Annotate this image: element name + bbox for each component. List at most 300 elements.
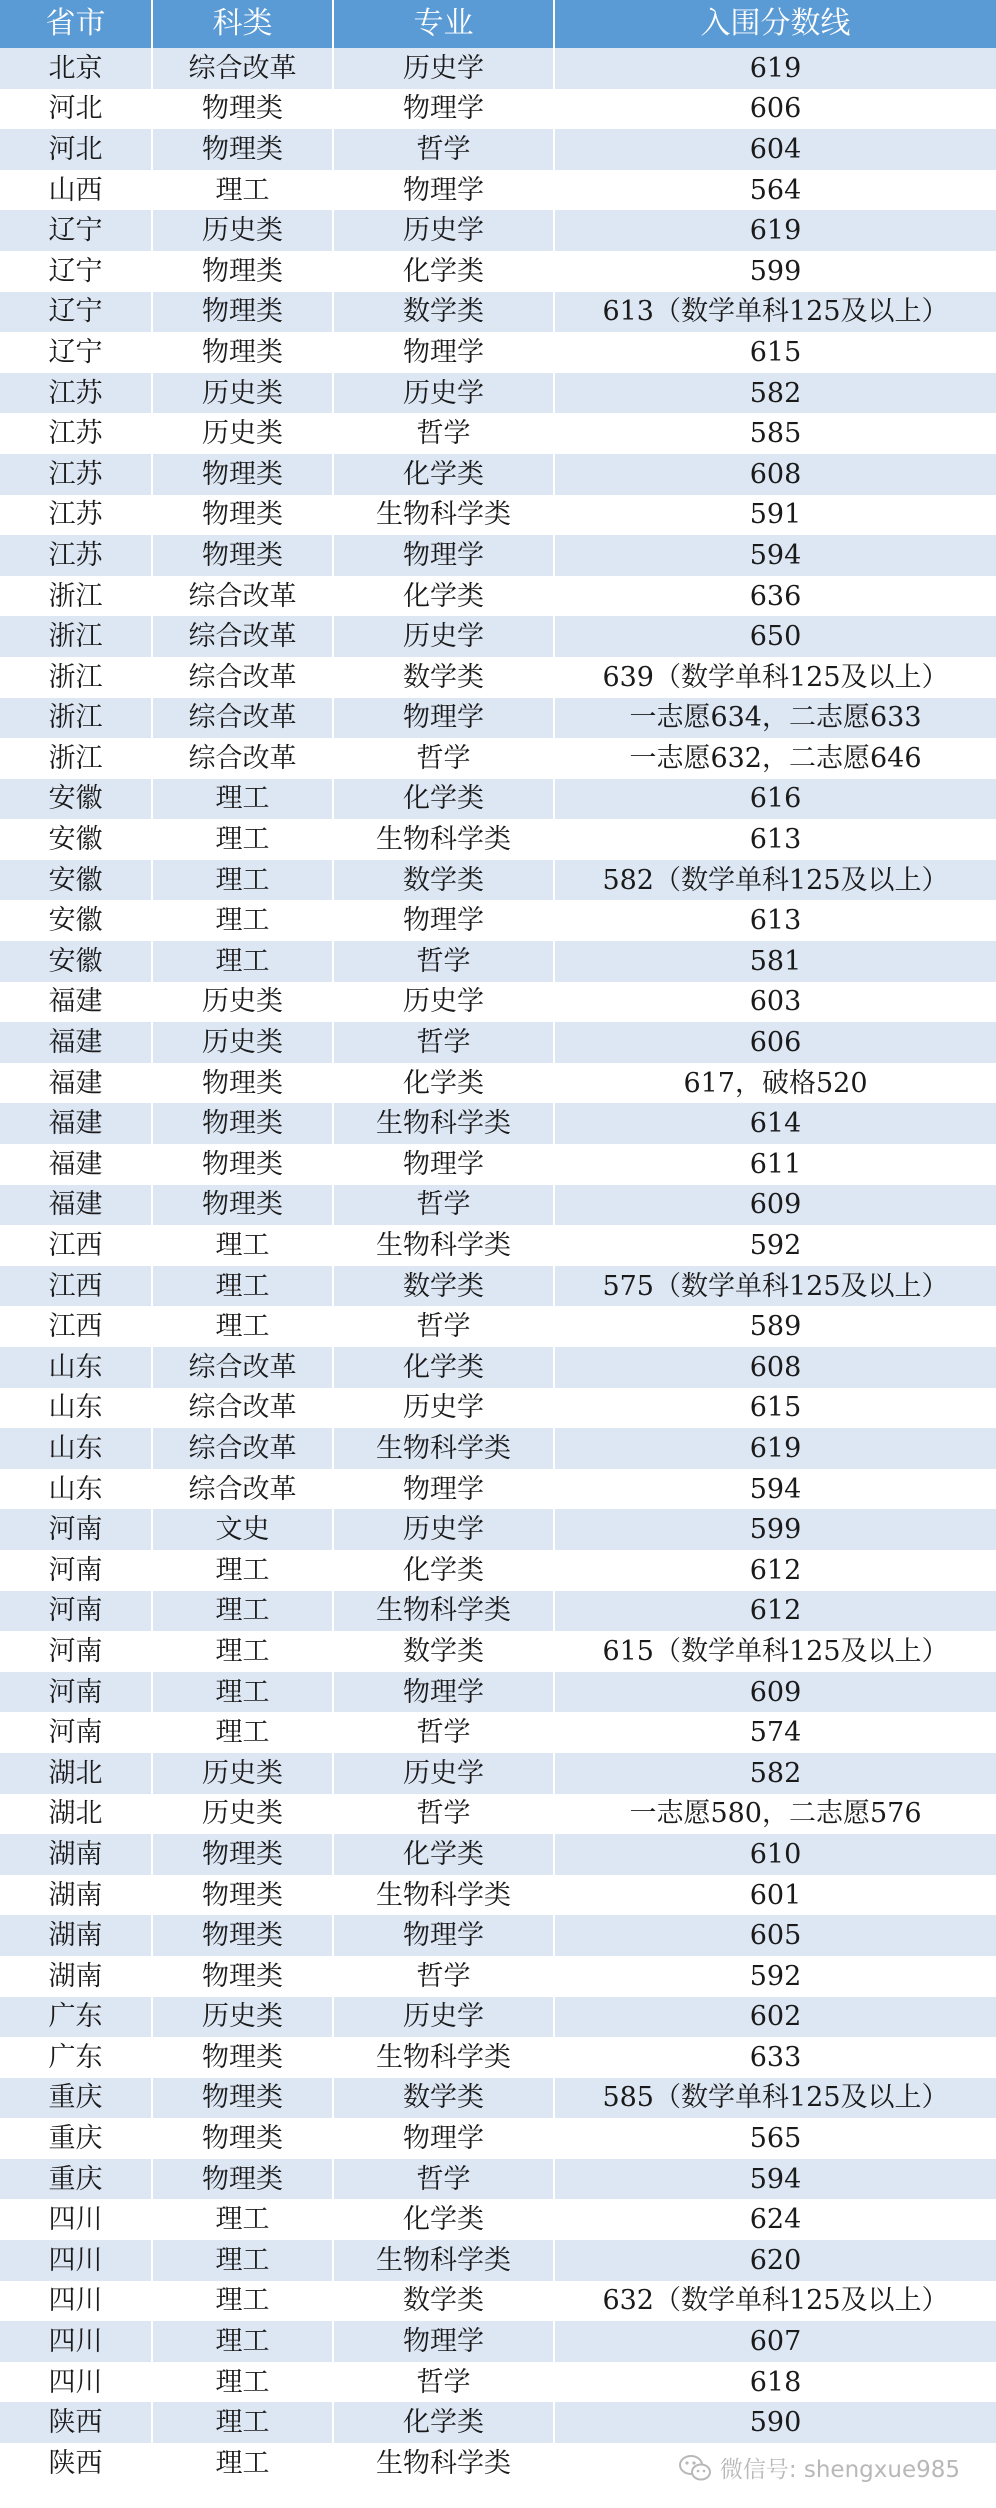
cutoff-score-cell: 一志愿634，二志愿633 [554, 698, 996, 739]
table-row [0, 1753, 996, 1794]
subject-category-cell: 综合改革 [152, 1469, 333, 1510]
subject-category-cell: 理工 [152, 860, 333, 901]
table-row [0, 1591, 996, 1632]
province-cell: 江苏 [0, 454, 152, 495]
major-cell: 数学类 [333, 1631, 554, 1672]
province-cell: 安徽 [0, 900, 152, 941]
subject-category-cell: 历史类 [152, 1794, 333, 1835]
major-cell: 哲学 [333, 1185, 554, 1226]
table-row [0, 2159, 996, 2200]
major-cell: 生物科学类 [333, 495, 554, 536]
table-row [0, 1388, 996, 1429]
subject-category-cell: 理工 [152, 1591, 333, 1632]
cutoff-score-cell: 617，破格520 [554, 1063, 996, 1104]
major-cell: 生物科学类 [333, 2037, 554, 2078]
cutoff-score-cell: 565 [554, 2118, 996, 2159]
cutoff-score-cell: 604 [554, 129, 996, 170]
table-row [0, 2037, 996, 2078]
table-row [0, 292, 996, 333]
cutoff-score-cell: 574 [554, 1712, 996, 1753]
major-cell: 历史学 [333, 373, 554, 414]
subject-category-cell: 物理类 [152, 292, 333, 333]
table-row [0, 1672, 996, 1713]
major-cell: 哲学 [333, 2362, 554, 2403]
cutoff-score-cell: 636 [554, 576, 996, 617]
cutoff-score-cell: 613 [554, 900, 996, 941]
province-cell: 山东 [0, 1388, 152, 1429]
major-cell: 生物科学类 [333, 819, 554, 860]
province-cell: 安徽 [0, 941, 152, 982]
province-cell: 山西 [0, 170, 152, 211]
province-cell: 重庆 [0, 2159, 152, 2200]
subject-category-cell: 理工 [152, 1225, 333, 1266]
major-cell: 历史学 [333, 616, 554, 657]
subject-category-cell: 理工 [152, 900, 333, 941]
major-cell: 化学类 [333, 1834, 554, 1875]
cutoff-score-cell: 582（数学单科125及以上） [554, 860, 996, 901]
major-cell: 历史学 [333, 1753, 554, 1794]
cutoff-score-cell: 620 [554, 2240, 996, 2281]
province-cell: 河北 [0, 89, 152, 130]
subject-category-cell: 理工 [152, 941, 333, 982]
province-cell: 广东 [0, 1997, 152, 2038]
subject-category-cell: 理工 [152, 2321, 333, 2362]
table-row [0, 738, 996, 779]
subject-category-cell: 物理类 [152, 129, 333, 170]
cutoff-score-cell: 610 [554, 1834, 996, 1875]
major-cell: 历史学 [333, 1997, 554, 2038]
table-row [0, 1428, 996, 1469]
major-cell: 生物科学类 [333, 2240, 554, 2281]
table-row [0, 1144, 996, 1185]
table-row [0, 2402, 996, 2443]
table-row [0, 251, 996, 292]
province-cell: 山东 [0, 1347, 152, 1388]
subject-category-cell: 历史类 [152, 373, 333, 414]
subject-category-cell: 物理类 [152, 1103, 333, 1144]
table-row [0, 941, 996, 982]
table-body [0, 48, 996, 2484]
major-cell: 物理学 [333, 1915, 554, 1956]
subject-category-cell: 理工 [152, 819, 333, 860]
major-cell: 化学类 [333, 251, 554, 292]
province-cell: 河北 [0, 129, 152, 170]
cutoff-score-cell: 594 [554, 2159, 996, 2200]
table-row [0, 819, 996, 860]
table-row [0, 129, 996, 170]
subject-category-cell: 综合改革 [152, 657, 333, 698]
cutoff-score-cell: 608 [554, 454, 996, 495]
cutoff-score-cell: 605 [554, 1915, 996, 1956]
major-cell: 物理学 [333, 170, 554, 211]
province-cell: 陕西 [0, 2443, 152, 2484]
major-cell: 历史学 [333, 982, 554, 1023]
table-row [0, 2321, 996, 2362]
major-cell: 历史学 [333, 1388, 554, 1429]
province-cell: 四川 [0, 2199, 152, 2240]
province-cell: 江西 [0, 1225, 152, 1266]
table-row [0, 454, 996, 495]
major-cell: 物理学 [333, 89, 554, 130]
table-row [0, 1956, 996, 1997]
major-cell: 化学类 [333, 2402, 554, 2443]
subject-category-cell: 物理类 [152, 2078, 333, 2119]
province-cell: 河南 [0, 1550, 152, 1591]
major-cell: 数学类 [333, 657, 554, 698]
province-cell: 福建 [0, 1185, 152, 1226]
major-cell: 哲学 [333, 1794, 554, 1835]
subject-category-cell: 物理类 [152, 1834, 333, 1875]
table-row [0, 210, 996, 251]
major-cell: 生物科学类 [333, 1591, 554, 1632]
subject-category-cell: 物理类 [152, 535, 333, 576]
subject-category-cell: 历史类 [152, 1022, 333, 1063]
major-cell: 化学类 [333, 454, 554, 495]
table-row [0, 495, 996, 536]
subject-category-cell: 物理类 [152, 2159, 333, 2200]
cutoff-score-cell: 589 [554, 1306, 996, 1347]
table-row [0, 1915, 996, 1956]
major-cell: 生物科学类 [333, 2443, 554, 2484]
subject-category-cell: 物理类 [152, 1144, 333, 1185]
cutoff-score-cell: 609 [554, 1672, 996, 1713]
table-row [0, 1875, 996, 1916]
subject-category-cell: 理工 [152, 2281, 333, 2322]
province-cell: 河南 [0, 1631, 152, 1672]
table-row [0, 2281, 996, 2322]
subject-category-cell: 物理类 [152, 2118, 333, 2159]
subject-category-cell: 理工 [152, 779, 333, 820]
province-cell: 辽宁 [0, 292, 152, 333]
subject-category-cell: 物理类 [152, 1063, 333, 1104]
cutoff-score-cell: 590 [554, 2402, 996, 2443]
major-cell: 哲学 [333, 738, 554, 779]
province-cell: 福建 [0, 1103, 152, 1144]
subject-category-cell: 综合改革 [152, 698, 333, 739]
subject-category-cell: 理工 [152, 1550, 333, 1591]
province-cell: 福建 [0, 1063, 152, 1104]
cutoff-score-cell: 599 [554, 1509, 996, 1550]
subject-category-cell: 理工 [152, 2362, 333, 2403]
province-cell: 湖南 [0, 1915, 152, 1956]
subject-category-cell: 理工 [152, 2443, 333, 2484]
major-cell: 物理学 [333, 900, 554, 941]
cutoff-score-cell: 594 [554, 1469, 996, 1510]
province-cell: 浙江 [0, 616, 152, 657]
province-cell: 江苏 [0, 495, 152, 536]
subject-category-cell: 物理类 [152, 332, 333, 373]
province-cell: 北京 [0, 48, 152, 89]
subject-category-cell: 物理类 [152, 495, 333, 536]
table-row [0, 657, 996, 698]
table-row [0, 900, 996, 941]
major-cell: 化学类 [333, 779, 554, 820]
cutoff-score-cell: 639（数学单科125及以上） [554, 657, 996, 698]
province-cell: 辽宁 [0, 332, 152, 373]
major-cell: 生物科学类 [333, 1428, 554, 1469]
table-row [0, 1225, 996, 1266]
table-row [0, 2078, 996, 2119]
subject-category-cell: 物理类 [152, 251, 333, 292]
cutoff-score-cell: 564 [554, 170, 996, 211]
province-cell: 陕西 [0, 2402, 152, 2443]
cutoff-score-cell: 599 [554, 251, 996, 292]
major-cell: 物理学 [333, 332, 554, 373]
subject-category-cell: 综合改革 [152, 738, 333, 779]
table-row [0, 1834, 996, 1875]
wechat-icon [678, 2453, 712, 2483]
subject-category-cell: 理工 [152, 2199, 333, 2240]
table-row [0, 1103, 996, 1144]
province-cell: 重庆 [0, 2118, 152, 2159]
watermark [672, 2449, 966, 2486]
province-cell: 河南 [0, 1509, 152, 1550]
table-row [0, 89, 996, 130]
cutoff-score-cell: 一志愿632，二志愿646 [554, 738, 996, 779]
cutoff-score-cell: 607 [554, 2321, 996, 2362]
province-cell: 湖南 [0, 1834, 152, 1875]
province-cell: 湖南 [0, 1875, 152, 1916]
cutoff-score-cell: 592 [554, 1956, 996, 1997]
cutoff-score-cell: 575（数学单科125及以上） [554, 1266, 996, 1307]
cutoff-score-cell: 585（数学单科125及以上） [554, 2078, 996, 2119]
province-cell: 福建 [0, 982, 152, 1023]
subject-category-cell: 综合改革 [152, 576, 333, 617]
subject-category-cell: 理工 [152, 1672, 333, 1713]
cutoff-score-cell: 602 [554, 1997, 996, 2038]
table-row [0, 860, 996, 901]
major-cell: 数学类 [333, 292, 554, 333]
cutoff-score-cell: 581 [554, 941, 996, 982]
table-row [0, 1266, 996, 1307]
province-cell: 山东 [0, 1428, 152, 1469]
cutoff-score-cell: 582 [554, 373, 996, 414]
table-row [0, 2240, 996, 2281]
header-row [0, 0, 996, 48]
major-cell: 物理学 [333, 1672, 554, 1713]
major-cell: 哲学 [333, 1306, 554, 1347]
cutoff-score-cell: 633 [554, 2037, 996, 2078]
cutoff-score-cell: 585 [554, 413, 996, 454]
cutoff-score-cell: 606 [554, 89, 996, 130]
subject-category-cell: 历史类 [152, 1753, 333, 1794]
subject-category-cell: 综合改革 [152, 1388, 333, 1429]
table-row [0, 170, 996, 211]
cutoff-score-cell: 612 [554, 1591, 996, 1632]
table-row [0, 2118, 996, 2159]
province-cell: 辽宁 [0, 251, 152, 292]
cutoff-score-cell: 609 [554, 1185, 996, 1226]
subject-category-cell: 文史 [152, 1509, 333, 1550]
province-cell: 湖北 [0, 1753, 152, 1794]
header-cutoff-score: 入围分数线 [554, 0, 996, 48]
major-cell: 历史学 [333, 210, 554, 251]
major-cell: 物理学 [333, 2118, 554, 2159]
province-cell: 湖北 [0, 1794, 152, 1835]
cutoff-score-cell: 613 [554, 819, 996, 860]
subject-category-cell: 物理类 [152, 1185, 333, 1226]
province-cell: 江西 [0, 1266, 152, 1307]
subject-category-cell: 理工 [152, 2402, 333, 2443]
table-row [0, 332, 996, 373]
subject-category-cell: 理工 [152, 170, 333, 211]
table-row [0, 1022, 996, 1063]
subject-category-cell: 物理类 [152, 1915, 333, 1956]
major-cell: 数学类 [333, 1266, 554, 1307]
province-cell: 重庆 [0, 2078, 152, 2119]
major-cell: 化学类 [333, 1063, 554, 1104]
province-cell: 安徽 [0, 779, 152, 820]
table-row [0, 1509, 996, 1550]
major-cell: 生物科学类 [333, 1875, 554, 1916]
subject-category-cell: 物理类 [152, 1875, 333, 1916]
major-cell: 哲学 [333, 2159, 554, 2200]
table-row [0, 1997, 996, 2038]
province-cell: 河南 [0, 1712, 152, 1753]
province-cell: 浙江 [0, 738, 152, 779]
subject-category-cell: 物理类 [152, 1956, 333, 1997]
subject-category-cell: 综合改革 [152, 616, 333, 657]
province-cell: 河南 [0, 1591, 152, 1632]
cutoff-score-cell: 611 [554, 1144, 996, 1185]
subject-category-cell: 理工 [152, 1631, 333, 1672]
cutoff-score-cell: 591 [554, 495, 996, 536]
major-cell: 生物科学类 [333, 1225, 554, 1266]
major-cell: 生物科学类 [333, 1103, 554, 1144]
subject-category-cell: 历史类 [152, 210, 333, 251]
province-cell: 四川 [0, 2321, 152, 2362]
cutoff-score-cell: 616 [554, 779, 996, 820]
cutoff-score-cell: 615 [554, 332, 996, 373]
table-row [0, 1631, 996, 1672]
table-row [0, 1469, 996, 1510]
province-cell: 山东 [0, 1469, 152, 1510]
cutoff-score-cell: 618 [554, 2362, 996, 2403]
major-cell: 数学类 [333, 2281, 554, 2322]
table-row [0, 413, 996, 454]
province-cell: 辽宁 [0, 210, 152, 251]
province-cell: 福建 [0, 1022, 152, 1063]
cutoff-score-cell: 594 [554, 535, 996, 576]
major-cell: 哲学 [333, 1022, 554, 1063]
table-row [0, 576, 996, 617]
table-row [0, 2199, 996, 2240]
cutoff-score-cell: 619 [554, 1428, 996, 1469]
table-row [0, 373, 996, 414]
table-row [0, 1306, 996, 1347]
province-cell: 江苏 [0, 413, 152, 454]
province-cell: 江苏 [0, 373, 152, 414]
province-cell: 江苏 [0, 535, 152, 576]
province-cell: 浙江 [0, 657, 152, 698]
province-cell: 四川 [0, 2362, 152, 2403]
table-row [0, 1712, 996, 1753]
header-subject-category: 科类 [152, 0, 333, 48]
major-cell: 数学类 [333, 2078, 554, 2119]
cutoff-score-cell: 582 [554, 1753, 996, 1794]
table-row [0, 616, 996, 657]
table-row [0, 1794, 996, 1835]
major-cell: 化学类 [333, 576, 554, 617]
cutoff-score-cell: 614 [554, 1103, 996, 1144]
cutoff-score-cell: 615（数学单科125及以上） [554, 1631, 996, 1672]
major-cell: 物理学 [333, 2321, 554, 2362]
cutoff-score-cell: 608 [554, 1347, 996, 1388]
subject-category-cell: 综合改革 [152, 1347, 333, 1388]
table-row [0, 779, 996, 820]
subject-category-cell: 物理类 [152, 2037, 333, 2078]
cutoff-score-cell: 619 [554, 210, 996, 251]
major-cell: 物理学 [333, 698, 554, 739]
subject-category-cell: 历史类 [152, 982, 333, 1023]
subject-category-cell: 理工 [152, 1266, 333, 1307]
table-row [0, 2362, 996, 2403]
major-cell: 化学类 [333, 1550, 554, 1591]
cutoff-score-cell: 601 [554, 1875, 996, 1916]
major-cell: 哲学 [333, 941, 554, 982]
cutoff-score-cell: 613（数学单科125及以上） [554, 292, 996, 333]
major-cell: 物理学 [333, 1469, 554, 1510]
cutoff-score-cell: 606 [554, 1022, 996, 1063]
table-row [0, 1550, 996, 1591]
cutoff-score-cell: 624 [554, 2199, 996, 2240]
major-cell: 化学类 [333, 2199, 554, 2240]
cutoff-score-cell: 一志愿580，二志愿576 [554, 1794, 996, 1835]
province-cell: 四川 [0, 2281, 152, 2322]
major-cell: 哲学 [333, 1956, 554, 1997]
subject-category-cell: 物理类 [152, 454, 333, 495]
table-row [0, 535, 996, 576]
province-cell: 浙江 [0, 698, 152, 739]
province-cell: 福建 [0, 1144, 152, 1185]
major-cell: 物理学 [333, 535, 554, 576]
table-row [0, 982, 996, 1023]
table-row [0, 1185, 996, 1226]
table-row [0, 698, 996, 739]
cutoff-score-cell: 619 [554, 48, 996, 89]
subject-category-cell: 理工 [152, 2240, 333, 2281]
header-province: 省市 [0, 0, 152, 48]
table-row [0, 1063, 996, 1104]
cutoff-score-cell: 592 [554, 1225, 996, 1266]
cutoff-score-cell: 650 [554, 616, 996, 657]
province-cell: 浙江 [0, 576, 152, 617]
province-cell: 四川 [0, 2240, 152, 2281]
cutoff-score-cell: 612 [554, 1550, 996, 1591]
table-row [0, 48, 996, 89]
cutoff-score-cell: 603 [554, 982, 996, 1023]
cutoff-score-cell: 615 [554, 1388, 996, 1429]
major-cell: 哲学 [333, 413, 554, 454]
major-cell: 哲学 [333, 1712, 554, 1753]
major-cell: 数学类 [333, 860, 554, 901]
province-cell: 河南 [0, 1672, 152, 1713]
subject-category-cell: 综合改革 [152, 48, 333, 89]
province-cell: 江西 [0, 1306, 152, 1347]
subject-category-cell: 综合改革 [152, 1428, 333, 1469]
subject-category-cell: 理工 [152, 1306, 333, 1347]
province-cell: 湖南 [0, 1956, 152, 1997]
major-cell: 化学类 [333, 1347, 554, 1388]
major-cell: 历史学 [333, 1509, 554, 1550]
major-cell: 哲学 [333, 129, 554, 170]
province-cell: 安徽 [0, 860, 152, 901]
major-cell: 物理学 [333, 1144, 554, 1185]
table-header [0, 0, 996, 48]
major-cell: 历史学 [333, 48, 554, 89]
subject-category-cell: 物理类 [152, 89, 333, 130]
cutoff-score-cell: 632（数学单科125及以上） [554, 2281, 996, 2322]
